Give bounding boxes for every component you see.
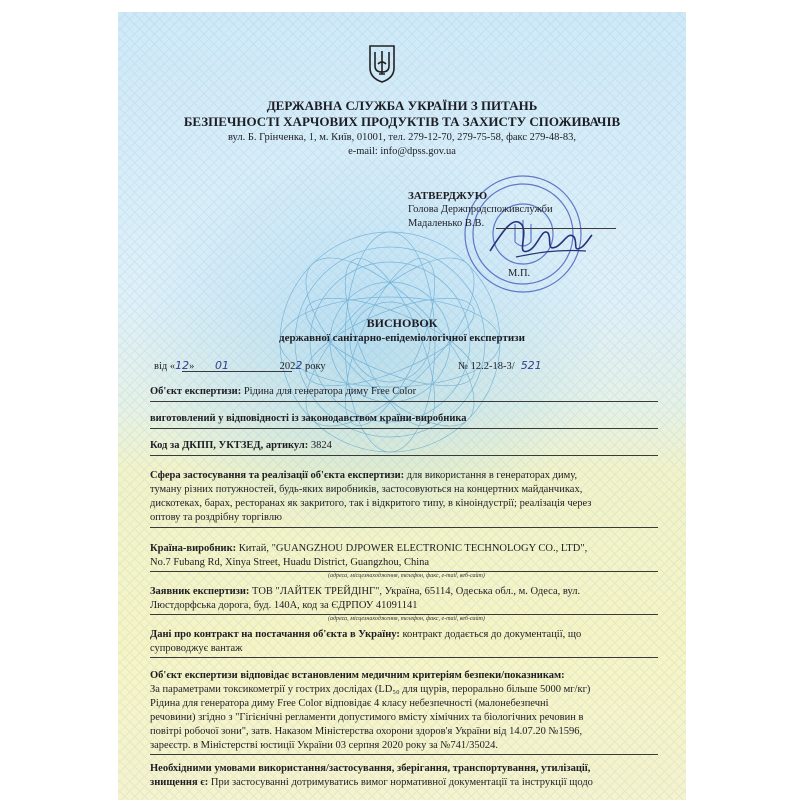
coat-of-arms-icon (368, 44, 396, 84)
country-label: Країна-виробник: (150, 543, 237, 554)
criteria-label: Об'єкт експертизи відповідає встановленим медичним критеріям безпеки/показникам: (150, 670, 565, 681)
applicant-line-1 (150, 586, 580, 597)
certificate-sheet (118, 12, 686, 800)
approval-position: Голова Держпродспоживслужби (408, 204, 553, 215)
header-line-1: ДЕРЖАВНА СЛУЖБА УКРАЇНИ З ПИТАНЬ (266, 98, 538, 113)
conditions-line-2 (150, 777, 593, 788)
date-year-digit: 2 (295, 359, 303, 372)
number-handwritten: 521 (520, 359, 542, 372)
scope-line-1-text: для використання в генераторах диму, (406, 470, 578, 481)
signature (486, 207, 596, 267)
criteria-line-5: зареєстр. в Міністерстві юстиції України 03 серпня 2020 року за №741/35024. (150, 740, 498, 751)
rule-6 (150, 614, 658, 615)
applicant-label: Заявник експертизи: (150, 586, 250, 597)
conditions-line-2-text: При застосуванні дотримуватись вимог нормативної документації та інструкції щодо (210, 777, 593, 788)
date-month: 01 (214, 359, 229, 372)
approval-name: Мадаленько В.В. (408, 218, 485, 229)
scope-label: Сфера застосування та реалізації об'єкта експертизи: (150, 470, 405, 481)
conditions-line-1: Необхідними умовами використання/застосування, зберігання, транспортування, утилізації, (150, 763, 591, 774)
date-line (182, 371, 292, 372)
scope-line-1 (150, 470, 577, 481)
stamp-place-mark: М.П. (508, 268, 531, 279)
scope-line-4: оптову та роздрібну торгівлю (150, 512, 282, 523)
date-year: 202 (279, 361, 296, 372)
object-label: Об'єкт експертизи: (150, 386, 242, 397)
criteria-line-4: повітрі робочої зони", затв. Наказом Міністерства охорони здоров'я України від 14.07.20 №1596, (150, 726, 583, 737)
code-row (150, 440, 332, 451)
object-value: Рідина для генератора диму Free Color (243, 386, 417, 397)
applicant-line-2: Люстдорфська дорога, буд. 140А, код за ЄДРПОУ 41091141 (150, 600, 418, 611)
criteria-line-2: Рідина для генератора диму Free Color відповідає 4 класу небезпечності (малонебезпечні (150, 698, 549, 709)
contract-label: Дані про контракт на постачання об'єкта в Україну: (150, 629, 400, 640)
document-number (458, 359, 542, 372)
criteria-line-3: речовини) згідно з "Гігієнічні регламенти допустимого вмісту хімічних та біологічних речовин в (150, 712, 584, 723)
rule-7 (150, 657, 658, 658)
scope-line-2: туману різних потужностей, будь-яких виробників, застосовуються на концертних майданчиках, (150, 484, 583, 495)
rule-8 (150, 754, 658, 755)
document-title: ВИСНОВОК (366, 316, 438, 330)
code-label: Код за ДКПП, УКТЗЕД, артикул: (150, 440, 309, 451)
approval-signature-line (496, 228, 616, 229)
header-address: вул. Б. Грінченка, 1, м. Київ, 01001, тел. 279-12-70, 279-75-58, факс 279-48-83, (227, 132, 577, 143)
applicant-hint: (адреса, місцезнаходження, телефон, факс, e-mail, веб-сайт) (328, 616, 485, 622)
date-suffix: року (304, 361, 326, 372)
applicant-line-1-text: ТОВ "ЛАЙТЕК ТРЕЙДІНГ", Україна, 65114, Одеська обл., м. Одеса, вул. (252, 586, 581, 597)
country-line-2: No.7 Fubang Rd, Xinya Street, Huadu District, Guangzhou, China (150, 557, 430, 568)
criteria-line-1: За параметрами токсикометрії у гострих дослідах (LD₅₀ для щурів, перорально більше 5000 мг/кг) (150, 684, 591, 695)
scope-line-3: дискотеках, барах, ресторанах як закритого, так і відкритого типу, в кіноіндустрії; реалізація через (150, 498, 592, 509)
country-line-1-text: Китай, "GUANGZHOU DJPOWER ELECTRONIC TECHNOLOGY CO., LTD", (238, 543, 588, 554)
contract-line-1 (150, 629, 581, 640)
country-hint: (адреса, місцезнаходження, телефон, факс, e-mail, веб-сайт) (328, 573, 485, 579)
date-prefix: від « (154, 361, 176, 372)
code-value: 3824 (310, 440, 332, 451)
rule-3 (150, 455, 658, 456)
document-subtitle: державної санітарно-епідеміологічної експертизи (279, 332, 525, 344)
header-email: e-mail: info@dpss.gov.ua (348, 146, 456, 157)
contract-line-1-text: контракт додається до документації, що (402, 629, 582, 640)
date-day: 12 (175, 359, 190, 372)
date-mid: » (189, 361, 195, 372)
rule-2 (150, 428, 658, 429)
rule-5 (150, 571, 658, 572)
country-line-1 (150, 543, 587, 554)
approval-title: ЗАТВЕРДЖУЮ (408, 190, 488, 202)
header-line-2: БЕЗПЕЧНОСТІ ХАРЧОВИХ ПРОДУКТІВ ТА ЗАХИСТУ СПОЖИВАЧІВ (183, 114, 621, 129)
rule-1 (150, 401, 658, 402)
object-row (150, 386, 416, 397)
number-prefix: № 12.2-18-3/ (458, 361, 515, 372)
rule-4 (150, 527, 658, 528)
contract-line-2: супроводжує вантаж (150, 643, 243, 654)
made-label: виготовлений у відповідності із законодавством країни-виробника (150, 413, 467, 424)
conditions-label: знищення є: (150, 777, 209, 788)
